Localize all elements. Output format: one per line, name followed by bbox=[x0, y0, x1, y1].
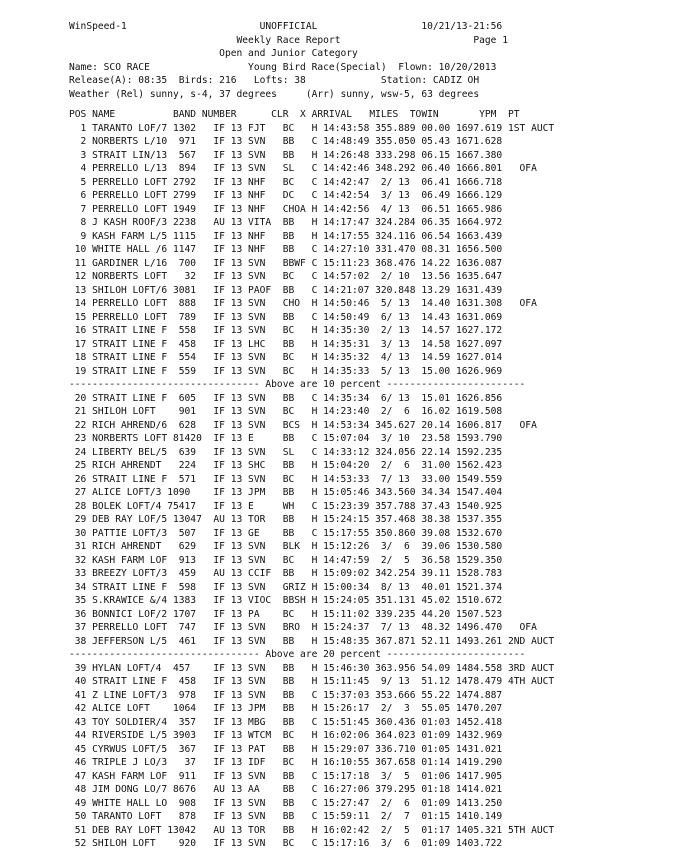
table-row: 28 BOLEK LOFT/4 75417 IF 13 E WH C 15:23:39 357.788 37.43 1540.925 bbox=[69, 500, 503, 512]
table-row: 13 SHILOH LOFT/6 3081 IF 13 PAOF BB C 14:21:07 320.848 13.29 1631.439 bbox=[69, 284, 503, 296]
table-row: 8 J KASH ROOF/3 2238 AU 13 VITA BB H 14:17:47 324.284 06.35 1664.972 bbox=[69, 217, 503, 228]
table-row: 22 RICH AHREND/6 628 IF 13 SVN BCS H 14:53:34 345.627 20.14 1606.817 OFA bbox=[69, 419, 537, 431]
table-row: 39 HYLAN LOFT/4 457 IF 13 SVN BB H 15:46:30 363.956 54.09 1484.558 3RD AUCT bbox=[69, 662, 555, 674]
table-row: 9 KASH FARM L/5 1115 IF 13 NHF BB H 14:17:55 324.116 06.54 1663.439 bbox=[69, 230, 503, 242]
table-row: 26 STRAIT LINE F 571 IF 13 SVN BC H 14:53:33 7/ 13 33.00 1549.559 bbox=[69, 473, 503, 485]
table-row: 24 LIBERTY BEL/5 639 IF 13 SVN SL C 14:33:12 324.056 22.14 1592.235 bbox=[69, 446, 503, 458]
table-row: 44 RIVERSIDE L/5 3903 IF 13 WTCM BC H 16:02:06 364.023 01:09 1432.969 bbox=[69, 730, 503, 741]
table-row: 21 SHILOH LOFT 901 IF 13 SVN BC H 14:23:40 2/ 6 16.02 1619.508 bbox=[69, 406, 503, 417]
table-row: 45 CYRWUS LOFT/5 367 IF 13 PAT BB H 15:29:07 336.710 01:05 1431.021 bbox=[69, 743, 503, 755]
percent-separator: --------------------------------- Above are 10 percent ------------------------ bbox=[69, 379, 526, 390]
table-row: 40 STRAIT LINE F 458 IF 13 SVN BB H 15:11:45 9/ 13 51.12 1478.479 4TH AUCT bbox=[69, 676, 555, 687]
table-row: 46 TRIPLE J LO/3 37 IF 13 IDF BC H 16:10:55 367.658 01:14 1419.290 bbox=[69, 757, 503, 768]
header-line-race-name: Name: SCO RACE Young Bird Race(Special) Flown: 10/20/2013 bbox=[69, 61, 497, 73]
table-row: 6 PERRELLO LOFT 2799 IF 13 NHF DC C 14:42:54 3/ 13 06.49 1666.129 bbox=[69, 190, 503, 201]
table-row: 37 PERRELLO LOFT 747 IF 13 SVN BRO H 15:24:37 7/ 13 48.32 1496.470 OFA bbox=[69, 622, 537, 633]
spacer bbox=[69, 101, 700, 108]
table-row: 18 STRAIT LINE F 554 IF 13 SVN BC H 14:35:32 4/ 13 14.59 1627.014 bbox=[69, 352, 503, 363]
header-line-report: Weekly Race Report Page 1 bbox=[69, 34, 508, 46]
percent-separator: --------------------------------- Above are 20 percent ------------------------ bbox=[69, 649, 526, 660]
table-row: 2 NORBERTS L/10 971 IF 13 SVN BB C 14:48:49 355.050 05.43 1671.628 bbox=[69, 136, 503, 147]
table-row: 23 NORBERTS LOFT 81420 IF 13 E BB C 15:07:04 3/ 10 23.58 1593.790 bbox=[69, 433, 503, 444]
table-row: 14 PERRELLO LOFT 888 IF 13 SVN CHO H 14:50:46 5/ 13 14.40 1631.308 OFA bbox=[69, 298, 537, 309]
table-row: 29 DEB RAY LOF/5 13047 AU 13 TOR BB H 15:24:15 357.468 38.38 1537.355 bbox=[69, 514, 503, 525]
table-row: 49 WHITE HALL LO 908 IF 13 SVN BB C 15:27:47 2/ 6 01:09 1413.250 bbox=[69, 797, 503, 809]
table-row: 1 TARANTO LOF/7 1302 IF 13 FJT BC H 14:43:58 355.889 00.00 1697.619 1ST AUCT bbox=[69, 122, 555, 134]
table-row: 50 TARANTO LOFT 878 IF 13 SVN BB C 15:59:11 2/ 7 01:15 1410.149 bbox=[69, 811, 503, 822]
header-line-title: WinSpeed-1 UNOFFICIAL 10/21/13-21:56 bbox=[69, 21, 503, 32]
table-row: 3 STRAIT LIN/13 567 IF 13 SVN BB H 14:26:48 333.298 06.15 1667.380 bbox=[69, 149, 503, 161]
table-row: 34 STRAIT LINE F 598 IF 13 SVN GRIZ H 15:00:34 8/ 13 40.01 1521.374 bbox=[69, 581, 503, 593]
table-row: 16 STRAIT LINE F 558 IF 13 SVN BC H 14:35:30 2/ 13 14.57 1627.172 bbox=[69, 325, 503, 336]
results-table bbox=[69, 122, 700, 851]
table-row: 27 ALICE LOFT/3 1090 IF 13 JPM BB H 15:05:46 343.560 34.34 1547.404 bbox=[69, 487, 503, 498]
table-row: 25 RICH AHRENDT 224 IF 13 SHC BB H 15:04:20 2/ 6 31.00 1562.423 bbox=[69, 460, 503, 471]
header-line-category: Open and Junior Category bbox=[69, 48, 358, 59]
table-row: 47 KASH FARM LOF 911 IF 13 SVN BB C 15:17:18 3/ 5 01:06 1417.905 bbox=[69, 770, 503, 782]
table-row: 33 BREEZY LOFT/3 459 AU 13 CCIF BB H 15:09:02 342.254 39.11 1528.783 bbox=[69, 568, 503, 579]
header-line-release: Release(A): 08:35 Birds: 216 Lofts: 38 Station: CADIZ OH bbox=[69, 75, 480, 86]
table-row: 38 JEFFERSON L/5 461 IF 13 SVN BB H 15:48:35 367.871 52.11 1493.261 2ND AUCT bbox=[69, 635, 555, 647]
table-row: 51 DEB RAY LOFT 13042 AU 13 TOR BB H 16:02:42 2/ 5 01:17 1405.321 5TH AUCT bbox=[69, 824, 555, 836]
table-row: 31 RICH AHRENDT 629 IF 13 SVN BLK H 15:12:26 3/ 6 39.06 1530.580 bbox=[69, 541, 503, 552]
table-row: 42 ALICE LOFT 1064 IF 13 JPM BB H 15:26:17 2/ 3 55.05 1470.207 bbox=[69, 703, 503, 714]
table-row: 10 WHITE HALL /6 1147 IF 13 NHF BB C 14:27:10 331.470 08.31 1656.500 bbox=[69, 244, 503, 255]
table-row: 32 KASH FARM LOF 913 IF 13 SVN BC H 14:47:59 2/ 5 36.58 1529.350 bbox=[69, 554, 503, 566]
table-row: 30 PATTIE LOFT/3 507 IF 13 GE BB C 15:17:55 350.860 39.08 1532.670 bbox=[69, 527, 503, 539]
table-row: 20 STRAIT LINE F 605 IF 13 SVN BB C 14:35:34 6/ 13 15.01 1626.856 bbox=[69, 392, 503, 404]
table-row: 5 PERRELLO LOFT 2792 IF 13 NHF BC C 14:42:47 2/ 13 06.41 1666.718 bbox=[69, 176, 503, 188]
table-row: 41 Z LINE LOFT/3 978 IF 13 SVN BB C 15:37:03 353.666 55.22 1474.887 bbox=[69, 689, 503, 701]
table-row: 43 TOY SOLDIER/4 357 IF 13 MBG BB C 15:51:45 360.436 01:03 1452.418 bbox=[69, 716, 503, 728]
table-row: 11 GARDINER L/16 700 IF 13 SVN BBWF C 15:11:23 368.476 14.22 1636.087 bbox=[69, 257, 503, 269]
table-row: 35 S.KRAWICE &/4 1383 IF 13 VIOC BBSH H 15:24:05 351.131 45.02 1510.672 bbox=[69, 595, 503, 606]
table-row: 4 PERRELLO L/13 894 IF 13 SVN SL C 14:42:46 348.292 06.40 1666.801 OFA bbox=[69, 163, 537, 174]
header-line-weather: Weather (Rel) sunny, s-4, 37 degrees (Arr) sunny, wsw-5, 63 degrees bbox=[69, 88, 480, 100]
table-row: 19 STRAIT LINE F 559 IF 13 SVN BC H 14:35:33 5/ 13 15.00 1626.969 bbox=[69, 365, 503, 377]
table-row: 7 PERRELLO LOFT 1949 IF 13 NHF CHOA H 14:42:56 4/ 13 06.51 1665.986 bbox=[69, 203, 503, 215]
table-row: 12 NORBERTS LOFT 32 IF 13 SVN BC C 14:57:02 2/ 10 13.56 1635.647 bbox=[69, 271, 503, 282]
report-header bbox=[69, 20, 700, 101]
table-row: 17 STRAIT LINE F 458 IF 13 LHC BB H 14:35:31 3/ 13 14.58 1627.097 bbox=[69, 338, 503, 350]
results-column-header: POS NAME BAND NUMBER CLR X ARRIVAL MILES TOWIN YPM PT bbox=[69, 109, 520, 120]
table-row: 15 PERRELLO LOFT 789 IF 13 SVN BB C 14:50:49 6/ 13 14.43 1631.069 bbox=[69, 311, 503, 323]
table-row: 52 SHILOH LOFT 920 IF 13 SVN BC C 15:17:16 3/ 6 01:09 1403.722 bbox=[69, 838, 503, 849]
table-row: 48 JIM DONG LO/7 8676 AU 13 AA BB C 16:27:06 379.295 01:18 1414.021 bbox=[69, 784, 503, 795]
table-row: 36 BONNICI LOF/2 1707 IF 13 PA BC H 15:11:02 339.235 44.20 1507.523 bbox=[69, 608, 503, 620]
